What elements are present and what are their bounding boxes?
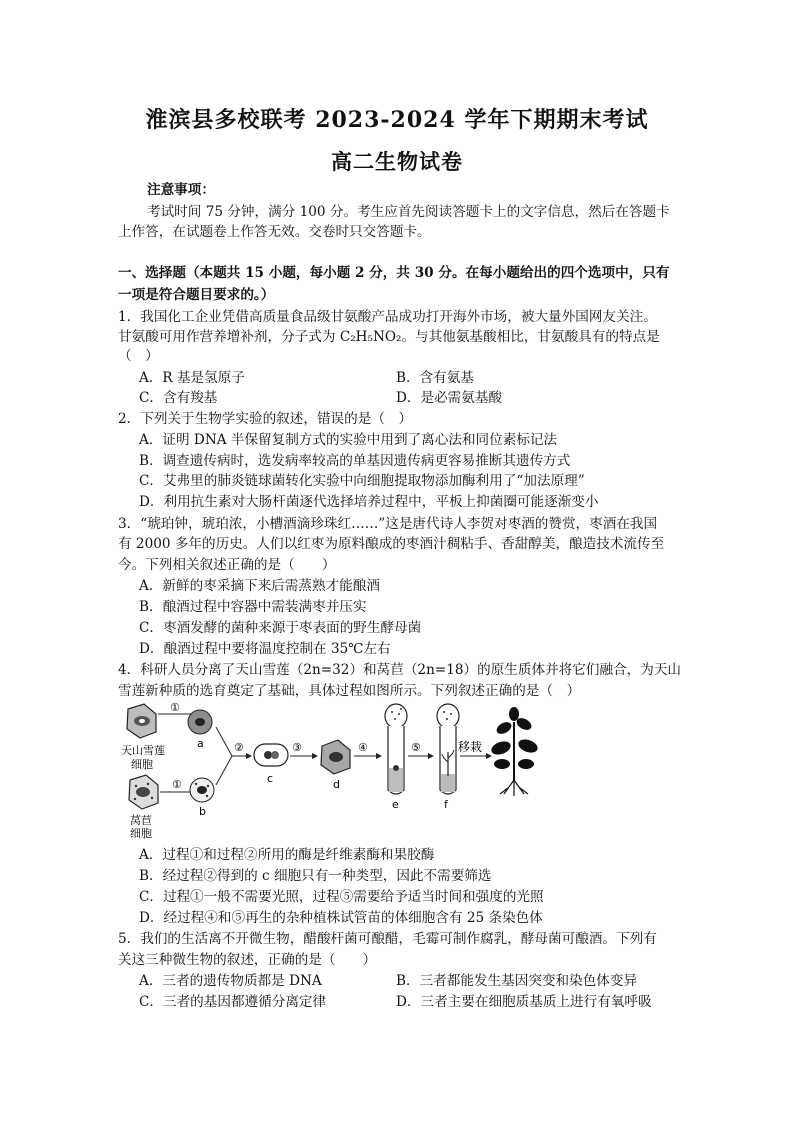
option-a: A．R 基是氢原子 bbox=[139, 370, 245, 386]
question-stem: 有 2000 多年的历史。人们以红枣为原料酿成的枣酒汁稠粘手、香甜醇美，酿造技术流传至 bbox=[118, 536, 665, 552]
transplant-label: 移栽 bbox=[458, 740, 483, 754]
question-stem: 5．我们的生活离不开微生物，醋酸杆菌可酿醋，毛霉可制作腐乳，酵母菌可酿酒。下列有 bbox=[118, 931, 657, 947]
lettuce-cell bbox=[129, 775, 158, 809]
letter-d: d bbox=[333, 778, 340, 791]
option-d: D．是必需氨基酸 bbox=[396, 390, 503, 406]
cell2-label: 莴苣 bbox=[130, 814, 152, 827]
option-a: A．过程①和过程②所用的酶是纤维素酶和果胶酶 bbox=[139, 847, 435, 863]
step-label: ③ bbox=[292, 741, 302, 754]
exam-title: 淮滨县多校联考 2023-2024 学年下期期末考试 bbox=[145, 107, 649, 133]
snow-lotus-cell bbox=[127, 704, 156, 738]
regenerated-plant-icon bbox=[490, 707, 540, 796]
option-d: D．三者主要在细胞质基质上进行有氧呼吸 bbox=[396, 994, 652, 1010]
notice-line: 考试时间 75 分钟，满分 100 分。考生应首先阅读答题卡上的文字信息，然后在答题卡 bbox=[147, 204, 670, 220]
notice-heading: 注意事项： bbox=[147, 182, 215, 198]
option-a: A．三者的遗传物质都是 DNA bbox=[139, 973, 322, 989]
question-stem: 雪莲新种质的选育奠定了基础，具体过程如图所示。下列叙述正确的是（ ） bbox=[118, 683, 581, 699]
test-tube-f bbox=[437, 704, 459, 794]
protoplast-a bbox=[188, 710, 212, 734]
option-a: A．新鲜的枣采摘下来后需蒸熟才能酿酒 bbox=[139, 578, 380, 594]
question-stem: 甘氨酸可用作营养增补剂，分子式为 C₂H₅NO₂。与其他氨基酸相比，甘氨酸具有的特点是 bbox=[118, 329, 660, 345]
question-stem: 4．科研人员分离了天山雪莲（2n=32）和莴苣（2n=18）的原生质体并将它们融合，为天山 bbox=[118, 662, 682, 678]
question-stem: 今。下列相关叙述正确的是（ ） bbox=[118, 557, 336, 573]
protoplast-fusion-diagram bbox=[118, 702, 558, 840]
option-a: A．证明 DNA 半保留复制方式的实验中用到了离心法和同位素标记法 bbox=[139, 432, 558, 448]
fused-cell-c bbox=[254, 744, 288, 766]
option-b: B．含有氨基 bbox=[396, 370, 474, 386]
option-b: B．三者都能发生基因突变和染色体变异 bbox=[396, 973, 638, 989]
option-c: C．三者的基因都遵循分离定律 bbox=[139, 994, 327, 1010]
question-stem: （ ） bbox=[118, 348, 159, 364]
option-d: D．利用抗生素对大肠杆菌逐代选择培养过程中，平板上抑菌圈可能逐渐变小 bbox=[139, 494, 599, 510]
hybrid-cell-d bbox=[321, 740, 350, 774]
protoplast-b bbox=[190, 778, 214, 802]
step-label: ② bbox=[234, 741, 244, 754]
step-label: ④ bbox=[358, 741, 368, 754]
letter-f: f bbox=[444, 798, 448, 811]
option-d: D．经过程④和⑤再生的杂种植株试管苗的体细胞含有 25 条染色体 bbox=[139, 910, 543, 926]
question-stem: 3．“琥珀钟，琥珀浓，小槽酒滴珍珠红……”这是唐代诗人李贺对枣酒的赞赏，枣酒在我国 bbox=[118, 516, 658, 532]
option-c: C．含有羧基 bbox=[139, 390, 218, 406]
step-label: ① bbox=[170, 702, 180, 714]
option-c: C．过程①一般不需要光照，过程⑤需要给予适当时间和强度的光照 bbox=[139, 889, 544, 905]
cell1-label: 细胞 bbox=[131, 758, 153, 771]
question-stem: 关这三种微生物的叙述，正确的是（ ） bbox=[118, 952, 377, 968]
cell1-label: 天山雪莲 bbox=[121, 744, 165, 757]
letter-e: e bbox=[392, 798, 399, 811]
option-d: D．酿酒过程中要将温度控制在 35℃左右 bbox=[139, 641, 391, 657]
letter-a: a bbox=[197, 737, 204, 750]
option-b: B．经过程②得到的 c 细胞只有一种类型，因此不需要筛选 bbox=[139, 868, 492, 884]
question-stem: 2．下列关于生物学实验的叙述，错误的是（ ） bbox=[118, 411, 413, 427]
step-label: ⑤ bbox=[411, 741, 421, 754]
cell2-label: 细胞 bbox=[130, 827, 152, 840]
letter-c: c bbox=[267, 772, 274, 785]
exam-subtitle: 高二生物试卷 bbox=[331, 149, 463, 174]
section-heading: 一、选择题（本题共 15 小题，每小题 2 分，共 30 分。在每小题给出的四个选项中，只有 bbox=[118, 265, 670, 281]
step-label: ① bbox=[172, 778, 182, 791]
option-b: B．酿酒过程中容器中需装满枣并压实 bbox=[139, 599, 367, 615]
letter-b: b bbox=[199, 805, 206, 818]
question-stem: 1．我国化工企业凭借高质量食品级甘氨酸产品成功打开海外市场，被大量外国网友关注。 bbox=[118, 309, 657, 325]
notice-line: 上作答，在试题卷上作答无效。交卷时只交答题卡。 bbox=[118, 224, 431, 240]
option-b: B．调查遗传病时，选发病率较高的单基因遗传病更容易推断其遗传方式 bbox=[139, 453, 571, 469]
option-c: C．枣酒发酵的菌种来源于枣表面的野生酵母菌 bbox=[139, 620, 422, 636]
option-c: C．艾弗里的肺炎链球菌转化实验中向细胞提取物添加酶利用了“加法原理” bbox=[139, 473, 585, 489]
section-heading: 一项是符合题目要求的。） bbox=[118, 287, 275, 303]
test-tube-e bbox=[385, 704, 407, 794]
